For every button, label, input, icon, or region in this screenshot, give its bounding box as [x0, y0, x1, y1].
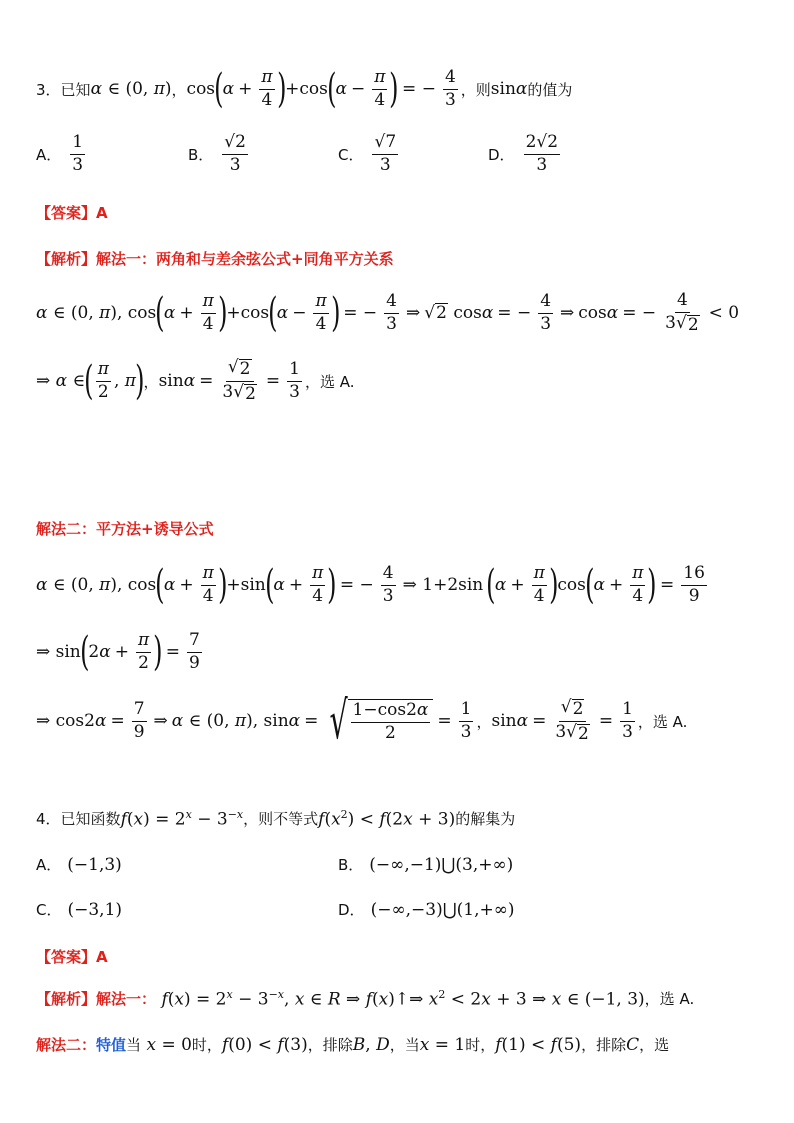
q3-number: 3．	[36, 80, 61, 99]
q3-method1-eq1: α ∈ (0, π), cos ( α + $\frac{\pi}{4}$ ) +cos ( α − $\frac{\pi}{4}$ ) = − $\frac{4}{3}$ ⇒ √ 2 cosα = − $\frac{4}{3}$ ⇒ cosα = − 4 3 √ 2 < 0	[36, 289, 740, 336]
q3-option-b-label: B．	[188, 145, 214, 164]
q4-answer-value: A	[96, 947, 108, 966]
q4-method1-conclusion: ，选 A.	[644, 990, 695, 1009]
q4-method2-text2: 时，	[191, 1036, 222, 1054]
q3-answer-value: A	[96, 203, 108, 222]
q4-option-b-text: (−∞,−1)⋃(3,+∞)	[369, 854, 514, 875]
q3-option-b-den: 3	[229, 154, 241, 175]
q3-option-d	[488, 134, 563, 175]
q4-method2-text1: 当	[126, 1036, 142, 1054]
q3-method1-title	[36, 248, 394, 269]
q4-option-c-text: (−3,1)	[67, 899, 123, 920]
q4-method2-text4: ，当	[389, 1036, 420, 1054]
q4-stem-end: 的解集为	[455, 810, 516, 829]
q3-option-c-num: √7	[372, 134, 398, 155]
q3-option-c-label: C．	[338, 145, 364, 164]
q3-method1-title-text: 解法一：两角和与差余弦公式+同角平方关系	[96, 250, 394, 268]
q4-method2: 解法二： 特值 当 x = 0 时， f(0) < f(3) ，排除 B, D ，当 x = 1 时， f(1) < f(5) ，排除 C ，选	[36, 1034, 670, 1055]
q3-stem: 3． 已知 α ∈ (0, π) ， cos ( α + $\frac{\pi}{4}$ ) +cos ( α − $\frac{\pi}{4}$ ) = − $\frac{4}{3}$ ，则 sinα 的值为	[36, 66, 573, 112]
q3-method1-eq2: ⇒ α ∈ ( $\frac{\pi}{2}$ , π ) ， sinα = √ 2 3 √ 2 = $\frac{1}{3}$ ，选 A.	[36, 356, 355, 404]
q4-method2-keyword: 特值	[96, 1036, 127, 1054]
q3-method1-conclusion: ，选 A.	[305, 372, 355, 391]
q4-option-a-text: (−1,3)	[67, 854, 122, 875]
q3-method2-title-text: 解法二：平方法+诱导公式	[36, 520, 214, 538]
q4-number: 4．	[36, 810, 61, 829]
q4-method2-text6: ，排除	[581, 1036, 627, 1054]
q4-option-d-label: D．	[338, 901, 365, 919]
q4-stem-mid: ，则不等式	[243, 810, 319, 829]
q3-option-c	[338, 134, 401, 175]
q4-stem-pre: 已知函数	[60, 810, 121, 829]
q4-method1: 【解析】 解法一： $f(x) = 2^x - 3^{-x}$, x ∈ R ⇒ f(x)↑⇒ $x^2 < 2x + 3$ ⇒ x ∈ (−1, 3) ，选 A.	[36, 988, 695, 1010]
q3-option-d-den: 3	[536, 154, 548, 175]
q4-analysis-tag: 【解析】	[36, 990, 97, 1009]
q4-option-a-label: A．	[36, 856, 62, 874]
q3-option-c-den: 3	[379, 154, 391, 175]
q3-answer	[36, 202, 108, 223]
q3-stem-pre: 已知	[60, 80, 91, 99]
q4-method2-title: 解法二：	[36, 1036, 97, 1054]
q4-method1-title: 解法一：	[96, 990, 157, 1009]
q3-method2-eq1: α ∈ (0, π), cos ( α + $\frac{\pi}{4}$ ) +sin ( α + $\frac{\pi}{4}$ ) = − $\frac{4}{3}$ ⇒ 1+2sin ( α + $\frac{\pi}{4}$ ) cos ( α + $\frac{\pi}{4}$ ) = $\frac{16}{9}$	[36, 562, 705, 608]
q3-option-a-label: A．	[36, 145, 62, 164]
q3-option-a	[36, 134, 88, 175]
q4-method2-text5: 时，	[465, 1036, 496, 1054]
q4-option-d-text: (−∞,−3)⋃(1,+∞)	[370, 899, 515, 920]
q4-method2-text7: ，选	[639, 1036, 670, 1054]
q3-stem-end: 的值为	[527, 80, 573, 99]
q3-option-b-num: √2	[222, 134, 248, 155]
q3-stem-mid: ，	[171, 80, 187, 99]
q3-analysis-tag: 【解析】	[36, 250, 97, 268]
q3-method2-title	[36, 518, 214, 539]
q3-method2-eq3: ⇒ cos2α = $\frac{7}{9}$ ⇒ α ∈ (0, π), sinα = √ $\frac{1-\cos 2\alpha}{2}$ = $\frac{1}{3}$ ， sinα = √ 2 3 √ 2 = $\frac{1}{3}$ ，选 A.	[36, 691, 688, 751]
q3-answer-tag: 【答案】	[36, 204, 97, 222]
q3-stem-post: ，则	[460, 80, 491, 99]
q4-method2-text3: ，排除	[307, 1036, 353, 1054]
q4-option-b	[338, 854, 513, 875]
q4-answer-tag: 【答案】	[36, 948, 97, 966]
q3-method2-eq2: ⇒ sin ( 2α + $\frac{\pi}{2}$ ) = $\frac{7}{9}$	[36, 629, 200, 675]
q3-option-d-label: D．	[488, 145, 515, 164]
q4-option-a	[36, 854, 122, 875]
q4-option-b-label: B．	[338, 856, 364, 874]
q3-method2-conclusion: ，选 A.	[637, 712, 688, 731]
q4-option-c	[36, 899, 122, 920]
q3-option-a-den: 3	[72, 154, 84, 175]
q4-option-d	[338, 899, 515, 920]
q3-option-b	[188, 134, 251, 175]
q3-option-a-num: 1	[70, 134, 85, 155]
q4-stem: 4． 已知函数 $f(x) = 2^x - 3^{-x}$ ，则不等式 $f(x^2) < f(2x + 3)$ 的解集为	[36, 808, 516, 830]
q3-option-d-num: 2√2	[524, 134, 560, 155]
q4-answer	[36, 946, 108, 967]
q4-option-c-label: C．	[36, 901, 62, 919]
